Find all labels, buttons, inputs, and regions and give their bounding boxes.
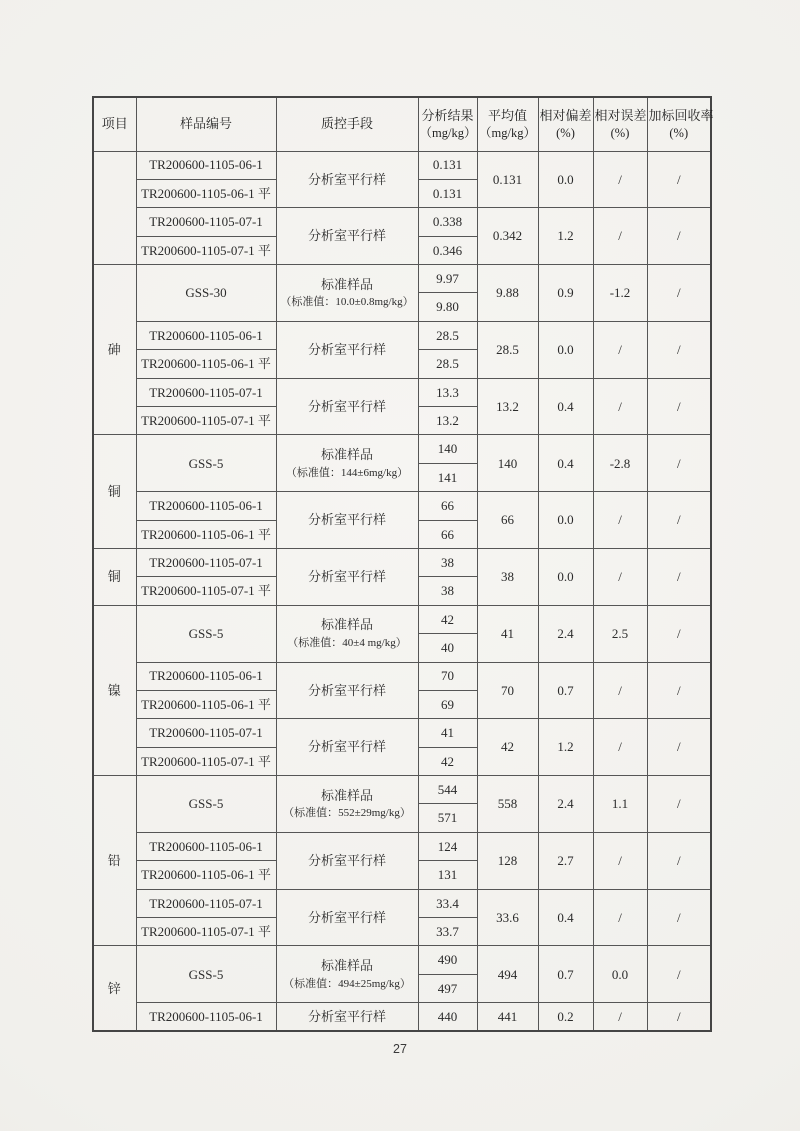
col-header-spike-recovery-unit: (%) [669, 126, 689, 141]
result-cell: 0.131 [418, 179, 477, 207]
result-cell: 124 [418, 832, 477, 860]
result-cell: 42 [418, 605, 477, 633]
qc-method-cell-line: （标准值：10.0±0.8mg/kg） [280, 296, 414, 309]
spike-recovery-cell: / [647, 492, 711, 549]
relative-deviation-cell: 2.7 [538, 832, 593, 889]
average-cell: 0.131 [477, 151, 538, 208]
qc-method-cell [276, 1003, 418, 1031]
item-cell: 铅 [93, 776, 136, 946]
relative-error-cell: 2.5 [593, 605, 647, 662]
qc-method-cell-line: 分析室平行样 [307, 398, 386, 414]
sample-id-cell: TR200600-1105-06-1 [136, 1003, 276, 1031]
relative-error-cell: / [593, 719, 647, 776]
sample-id-cell: TR200600-1105-06-1 平 [136, 350, 276, 378]
result-cell: 28.5 [418, 350, 477, 378]
col-header-item: 项目 [93, 97, 136, 151]
col-header-sample-id: 样品编号 [136, 97, 276, 151]
relative-deviation-cell: 2.4 [538, 776, 593, 833]
relative-deviation-cell: 0.0 [538, 548, 593, 605]
qc-method-cell-line: 分析室平行样 [307, 569, 386, 585]
sample-id-cell: TR200600-1105-07-1 [136, 208, 276, 236]
qc-method-cell [276, 265, 418, 322]
relative-error-cell: / [593, 1003, 647, 1031]
relative-error-cell: 1.1 [593, 776, 647, 833]
spike-recovery-cell: / [647, 265, 711, 322]
sample-id-cell: TR200600-1105-07-1 [136, 548, 276, 576]
col-header-relative-error-label: 相对误差 [594, 107, 647, 123]
result-cell: 42 [418, 747, 477, 775]
qc-method-cell-line: 分析室平行样 [307, 852, 386, 868]
average-cell: 33.6 [477, 889, 538, 946]
relative-error-cell: -2.8 [593, 435, 647, 492]
spike-recovery-cell: / [647, 662, 711, 719]
relative-deviation-cell: 0.0 [538, 492, 593, 549]
sample-id-cell: GSS-5 [136, 605, 276, 662]
item-cell: 锌 [93, 946, 136, 1031]
result-cell: 66 [418, 492, 477, 520]
relative-deviation-cell: 0.9 [538, 265, 593, 322]
sample-id-cell: TR200600-1105-06-1 平 [136, 520, 276, 548]
qc-method-cell-line: 分析室平行样 [307, 341, 386, 357]
qc-method-cell-line: 分析室平行样 [307, 739, 386, 755]
spike-recovery-cell: / [647, 832, 711, 889]
sample-id-cell: TR200600-1105-06-1 [136, 492, 276, 520]
qc-method-cell [276, 378, 418, 435]
table-row [93, 492, 711, 520]
average-cell: 66 [477, 492, 538, 549]
sample-id-cell: GSS-5 [136, 776, 276, 833]
qc-method-cell-line: 分析室平行样 [307, 682, 386, 698]
relative-deviation-cell: 0.4 [538, 378, 593, 435]
result-cell: 0.131 [418, 151, 477, 179]
col-header-relative-error [593, 97, 647, 151]
table-row [93, 321, 711, 349]
spike-recovery-cell: / [647, 889, 711, 946]
relative-error-cell: / [593, 151, 647, 208]
spike-recovery-cell: / [647, 776, 711, 833]
relative-error-cell: / [593, 662, 647, 719]
qc-method-cell-line: （标准值：494±25mg/kg） [283, 977, 411, 990]
relative-error-cell: / [593, 492, 647, 549]
col-header-relative-deviation-label: 相对偏差 [539, 107, 592, 123]
qc-method-cell [276, 889, 418, 946]
qc-method-cell-line: 分析室平行样 [307, 1008, 386, 1024]
col-header-average-unit: （mg/kg） [479, 126, 536, 141]
header-row [93, 97, 711, 151]
average-cell: 41 [477, 605, 538, 662]
col-header-relative-deviation [538, 97, 593, 151]
result-cell: 13.2 [418, 407, 477, 435]
relative-deviation-cell: 0.7 [538, 662, 593, 719]
sample-id-cell: GSS-5 [136, 946, 276, 1003]
qc-method-cell [276, 832, 418, 889]
qc-method-cell-line: 标准样品 [320, 276, 373, 292]
col-header-result-unit: （mg/kg） [419, 126, 477, 141]
spike-recovery-cell: / [647, 435, 711, 492]
table-row [93, 662, 711, 690]
result-cell: 490 [418, 946, 477, 974]
item-cell [93, 151, 136, 265]
spike-recovery-cell: / [647, 378, 711, 435]
qc-method-cell-line: 分析室平行样 [307, 512, 386, 528]
col-header-result [418, 97, 477, 151]
spike-recovery-cell: / [647, 548, 711, 605]
table-row [93, 265, 711, 293]
result-cell: 66 [418, 520, 477, 548]
relative-deviation-cell: 0.7 [538, 946, 593, 1003]
result-cell: 131 [418, 861, 477, 889]
relative-deviation-cell: 0.2 [538, 1003, 593, 1031]
result-cell: 9.80 [418, 293, 477, 321]
result-cell: 9.97 [418, 265, 477, 293]
qc-method-cell-line: 分析室平行样 [307, 171, 386, 187]
relative-deviation-cell: 1.2 [538, 208, 593, 265]
sample-id-cell: TR200600-1105-07-1 [136, 378, 276, 406]
qc-method-cell-line: 标准样品 [320, 447, 373, 463]
relative-deviation-cell: 0.0 [538, 151, 593, 208]
table-row [93, 889, 711, 917]
average-cell: 494 [477, 946, 538, 1003]
result-cell: 38 [418, 577, 477, 605]
qc-method-cell [276, 719, 418, 776]
page-number: 27 [393, 1042, 407, 1056]
result-cell: 544 [418, 776, 477, 804]
spike-recovery-cell: / [647, 605, 711, 662]
result-cell: 70 [418, 662, 477, 690]
col-header-relative-deviation-unit: (%) [556, 126, 575, 141]
sample-id-cell: TR200600-1105-06-1 [136, 662, 276, 690]
result-cell: 41 [418, 719, 477, 747]
col-header-average-label: 平均值 [487, 107, 527, 123]
relative-deviation-cell: 1.2 [538, 719, 593, 776]
spike-recovery-cell: / [647, 208, 711, 265]
sample-id-cell: GSS-5 [136, 435, 276, 492]
spike-recovery-cell: / [647, 1003, 711, 1031]
table-row [93, 832, 711, 860]
table-row [93, 605, 711, 633]
relative-error-cell: / [593, 378, 647, 435]
qc-method-cell [276, 435, 418, 492]
relative-deviation-cell: 0.0 [538, 321, 593, 378]
relative-error-cell: -1.2 [593, 265, 647, 322]
result-cell: 33.7 [418, 918, 477, 946]
sample-id-cell: TR200600-1105-06-1 [136, 151, 276, 179]
qc-method-cell [276, 776, 418, 833]
relative-error-cell: / [593, 832, 647, 889]
result-cell: 0.346 [418, 236, 477, 264]
qc-method-cell [276, 946, 418, 1003]
table-row [93, 378, 711, 406]
table-row [93, 1003, 711, 1031]
table-row [93, 719, 711, 747]
sample-id-cell: TR200600-1105-07-1 平 [136, 747, 276, 775]
table-body [93, 151, 711, 1031]
table-row [93, 208, 711, 236]
relative-deviation-cell: 0.4 [538, 435, 593, 492]
result-cell: 28.5 [418, 321, 477, 349]
table-row [93, 776, 711, 804]
relative-error-cell: 0.0 [593, 946, 647, 1003]
sample-id-cell: TR200600-1105-07-1 平 [136, 236, 276, 264]
result-cell: 141 [418, 463, 477, 491]
average-cell: 128 [477, 832, 538, 889]
sample-id-cell: TR200600-1105-07-1 平 [136, 577, 276, 605]
sample-id-cell: TR200600-1105-07-1 [136, 889, 276, 917]
average-cell: 42 [477, 719, 538, 776]
sample-id-cell: TR200600-1105-07-1 [136, 719, 276, 747]
qc-method-cell-line: 标准样品 [320, 617, 373, 633]
qc-method-cell [276, 492, 418, 549]
qc-method-cell [276, 208, 418, 265]
average-cell: 140 [477, 435, 538, 492]
spike-recovery-cell: / [647, 321, 711, 378]
col-header-spike-recovery-label: 加标回收率 [648, 107, 714, 123]
sample-id-cell: TR200600-1105-06-1 [136, 832, 276, 860]
qc-method-cell [276, 662, 418, 719]
spike-recovery-cell: / [647, 719, 711, 776]
item-cell: 镍 [93, 605, 136, 775]
average-cell: 38 [477, 548, 538, 605]
average-cell: 558 [477, 776, 538, 833]
sample-id-cell: TR200600-1105-06-1 平 [136, 861, 276, 889]
sample-id-cell: TR200600-1105-07-1 平 [136, 407, 276, 435]
qc-method-cell [276, 321, 418, 378]
result-cell: 40 [418, 634, 477, 662]
col-header-spike-recovery [647, 97, 714, 151]
sample-id-cell: TR200600-1105-06-1 平 [136, 179, 276, 207]
average-cell: 0.342 [477, 208, 538, 265]
qc-method-cell-line: （标准值：552±29mg/kg） [283, 807, 411, 820]
qc-method-cell [276, 548, 418, 605]
result-cell: 571 [418, 804, 477, 832]
relative-deviation-cell: 0.4 [538, 889, 593, 946]
table-row [93, 946, 711, 974]
result-cell: 440 [418, 1003, 477, 1031]
result-cell: 13.3 [418, 378, 477, 406]
table-header [93, 97, 714, 151]
col-header-average [477, 97, 538, 151]
sample-id-cell: GSS-30 [136, 265, 276, 322]
average-cell: 70 [477, 662, 538, 719]
result-cell: 497 [418, 974, 477, 1002]
relative-error-cell: / [593, 208, 647, 265]
qc-results-table [92, 96, 712, 1032]
spike-recovery-cell: / [647, 151, 711, 208]
table-row [93, 151, 711, 179]
qc-method-cell [276, 151, 418, 208]
qc-method-cell-line: （标准值：40±4 mg/kg） [287, 636, 407, 649]
col-header-result-label: 分析结果 [421, 107, 474, 123]
qc-method-cell [276, 605, 418, 662]
qc-method-cell-line: 分析室平行样 [307, 228, 386, 244]
qc-method-cell-line: 分析室平行样 [307, 909, 386, 925]
sample-id-cell: TR200600-1105-07-1 平 [136, 918, 276, 946]
average-cell: 13.2 [477, 378, 538, 435]
result-cell: 140 [418, 435, 477, 463]
qc-method-cell-line: 标准样品 [320, 958, 373, 974]
relative-error-cell: / [593, 889, 647, 946]
relative-error-cell: / [593, 548, 647, 605]
item-cell: 铜 [93, 548, 136, 605]
sample-id-cell: TR200600-1105-06-1 平 [136, 690, 276, 718]
qc-method-cell-line: （标准值：144±6mg/kg） [285, 466, 409, 479]
result-cell: 33.4 [418, 889, 477, 917]
average-cell: 441 [477, 1003, 538, 1031]
col-header-qc-method: 质控手段 [276, 97, 418, 151]
item-cell: 砷 [93, 265, 136, 435]
relative-deviation-cell: 2.4 [538, 605, 593, 662]
spike-recovery-cell: / [647, 946, 711, 1003]
table-row [93, 435, 711, 463]
result-cell: 69 [418, 690, 477, 718]
result-cell: 0.338 [418, 208, 477, 236]
col-header-relative-error-unit: (%) [610, 126, 630, 141]
qc-method-cell-line: 标准样品 [320, 787, 373, 803]
table-row [93, 548, 711, 576]
average-cell: 9.88 [477, 265, 538, 322]
item-cell: 铜 [93, 435, 136, 549]
result-cell: 38 [418, 548, 477, 576]
relative-error-cell: / [593, 321, 647, 378]
average-cell: 28.5 [477, 321, 538, 378]
sample-id-cell: TR200600-1105-06-1 [136, 321, 276, 349]
